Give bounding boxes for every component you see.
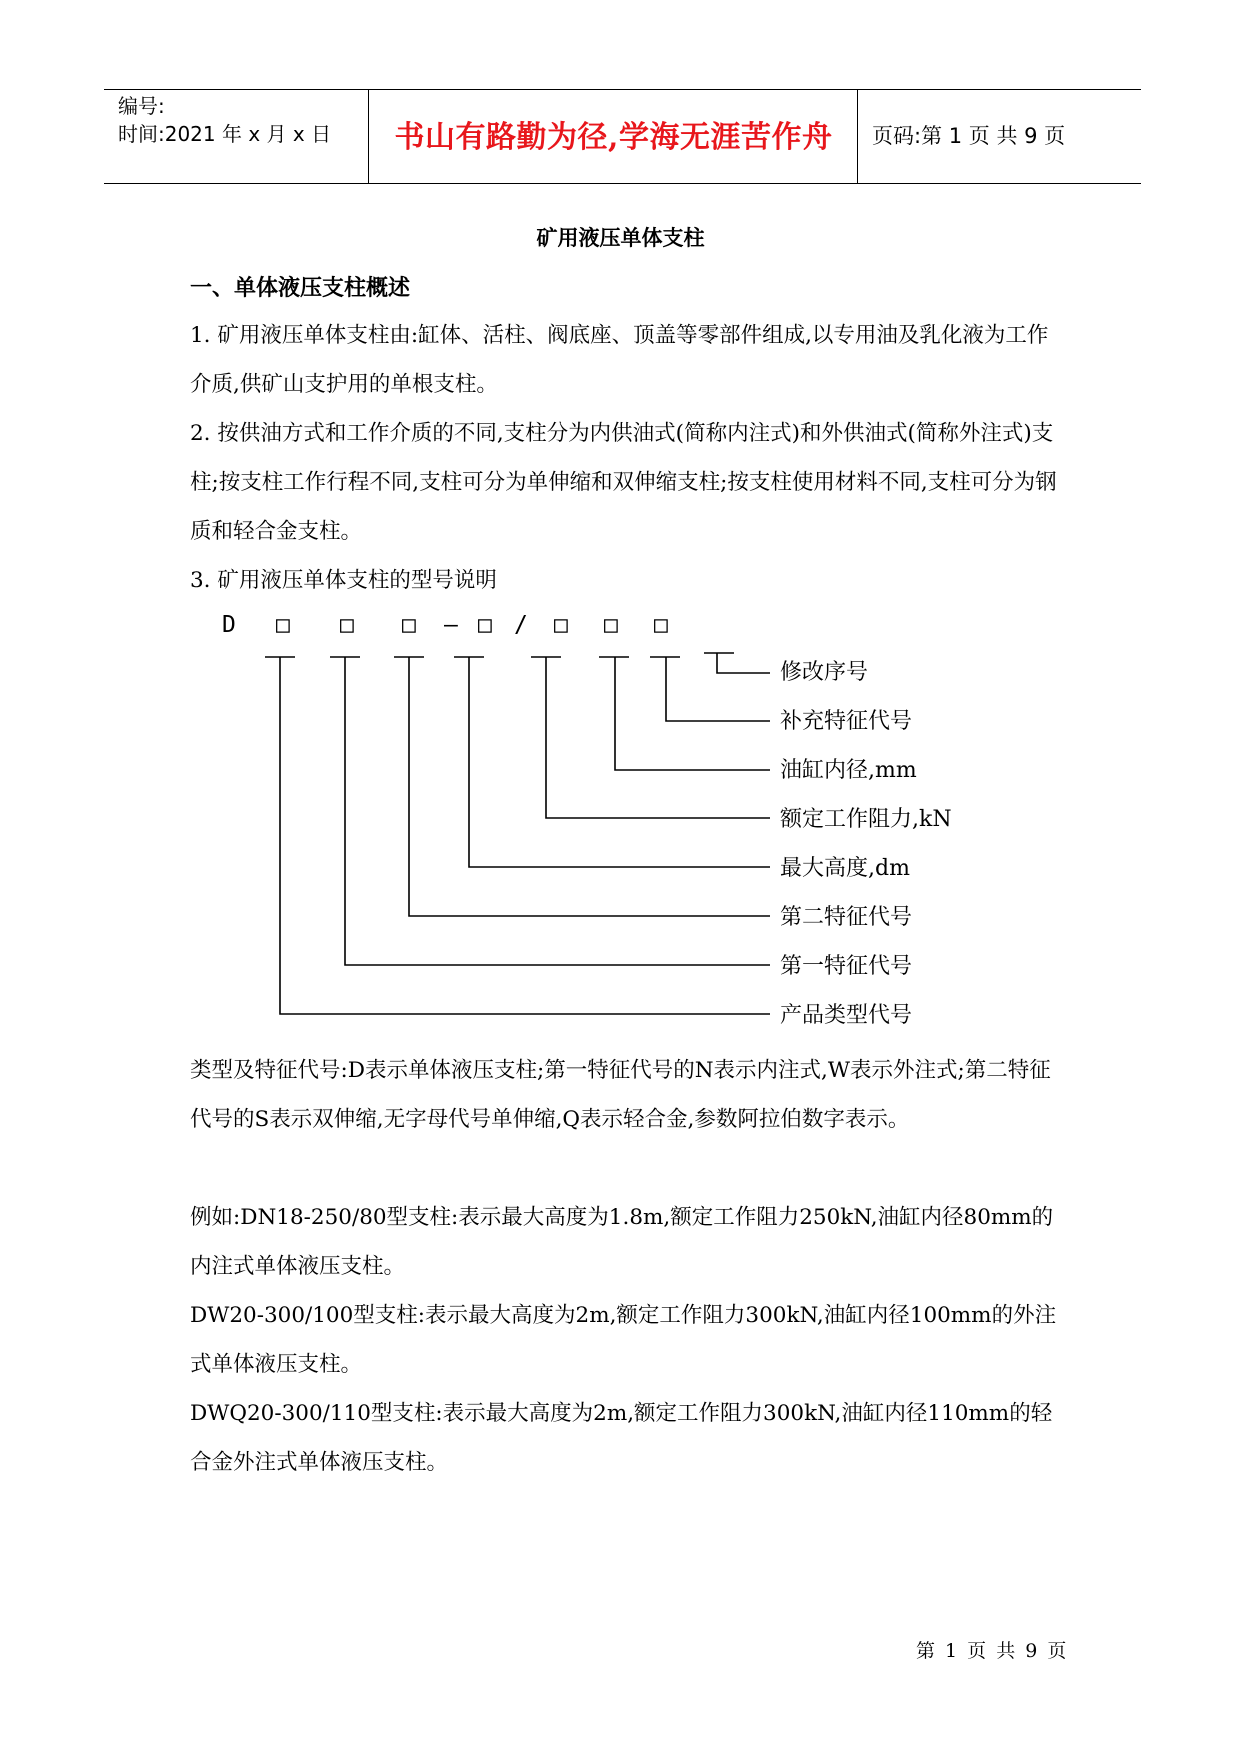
code-symbol: □ — [276, 612, 290, 638]
code-symbol: □ — [402, 612, 416, 638]
paragraph-example-3: DWQ20-300/110型支柱:表示最大高度为2m,额定工作阻力300kN,油缸内径110mm的轻合金外注式单体液压支柱。 — [190, 1401, 1053, 1475]
paragraph-composition: 1. 矿用液压单体支柱由:缸体、活柱、阀底座、顶盖等零部件组成,以专用油及乳化液为工作介质,供矿山支护用的单根支柱。 — [190, 323, 1049, 397]
paragraph-model-intro: 3. 矿用液压单体支柱的型号说明 — [190, 568, 497, 593]
diagram-label: 修改序号 — [780, 660, 869, 685]
paragraph-example-1: 例如:DN18-250/80型支柱:表示最大高度为1.8m,额定工作阻力250kN,油缸内径80mm的内注式单体液压支柱。 — [190, 1205, 1054, 1279]
code-symbol: □ — [554, 612, 568, 638]
code-symbol: □ — [654, 612, 668, 638]
diagram-label: 额定工作阻力,kN — [780, 807, 952, 832]
paragraph-classification: 2. 按供油方式和工作介质的不同,支柱分为内供油式(简称内注式)和外供油式(简称外注式)支柱;按支柱工作行程不同,支柱可分为单伸缩和双伸缩支柱;按支柱使用材料不同,支柱可分为钢质和轻合金支柱。 — [190, 421, 1057, 544]
code-symbol: □ — [340, 612, 354, 638]
document-title: 矿用液压单体支柱 — [536, 226, 705, 250]
code-symbol: D — [222, 612, 236, 638]
diagram-label: 第一特征代号 — [780, 954, 913, 979]
header-motto: 书山有路勤为径,学海无涯苦作舟 — [394, 120, 833, 155]
diagram-label: 产品类型代号 — [780, 1003, 913, 1028]
diagram-label: 油缸内径,mm — [780, 758, 917, 783]
section-heading: 一、单体液压支柱概述 — [190, 276, 411, 301]
paragraph-example-2: DW20-300/100型支柱:表示最大高度为2m,额定工作阻力300kN,油缸内径100mm的外注式单体液压支柱。 — [190, 1303, 1057, 1377]
code-symbol: □ — [478, 612, 492, 638]
code-symbol: □ — [604, 612, 618, 638]
document-time-label: 时间:2021 年 x 月 x 日 — [118, 122, 332, 146]
code-symbol: — — [444, 612, 458, 638]
code-symbol: / — [514, 612, 528, 638]
paragraph-code-explanation: 类型及特征代号:D表示单体液压支柱;第一特征代号的N表示内注式,W表示外注式;第二特征代号的S表示双伸缩,无字母代号单伸缩,Q表示轻合金,参数阿拉伯数字表示。 — [190, 1058, 1051, 1132]
diagram-label: 最大高度,dm — [780, 856, 910, 881]
diagram-label: 补充特征代号 — [780, 709, 913, 734]
document-number-label: 编号: — [118, 94, 165, 118]
diagram-label: 第二特征代号 — [780, 905, 913, 930]
header-page-label: 页码:第 1 页 共 9 页 — [872, 124, 1066, 148]
page-footer: 第 1 页 共 9 页 — [916, 1640, 1069, 1662]
